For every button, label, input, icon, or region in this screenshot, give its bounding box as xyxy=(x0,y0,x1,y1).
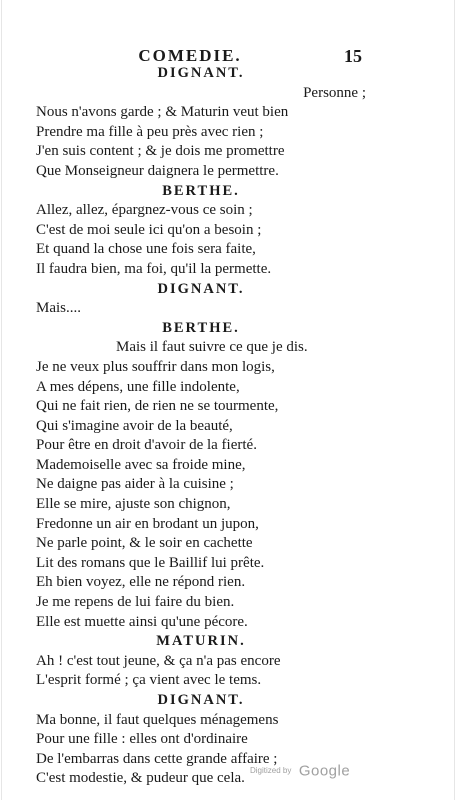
verse-line: L'esprit formé ; ça vient avec le tems. xyxy=(36,672,262,689)
verse-line: Personne ; xyxy=(303,84,366,101)
verse-line: Allez, allez, épargnez-vous ce soin ; xyxy=(36,202,253,219)
verse-line: De l'embarras dans cette grande affaire ; xyxy=(36,750,278,767)
verse-line: Elle se mire, ajuste son chignon, xyxy=(36,496,231,513)
speaker-name: DIGNANT. xyxy=(157,692,245,708)
verse-line: Je me repens de lui faire du bien. xyxy=(36,594,235,611)
speaker-name: DIGNANT. xyxy=(157,280,245,297)
verse-line: J'en suis content ; & je dois me promettre xyxy=(36,143,285,160)
page-number: 15 xyxy=(344,46,362,66)
speaker-name: MATURIN. xyxy=(156,633,246,650)
verse-line: Et quand la chose une fois sera faite, xyxy=(36,241,256,258)
speaker-name: BERTHE. xyxy=(162,319,240,336)
speaker-name: DIGNANT. xyxy=(157,65,245,81)
verse-line: Nous n'avons garde ; & Maturin veut bien xyxy=(36,104,289,121)
verse-line: Ne parle point, & le soir en cachette xyxy=(36,535,253,552)
verse-line: Pour être en droit d'avoir de la fierté. xyxy=(36,437,257,454)
play-text xyxy=(36,64,366,789)
digitized-by-label: Digitized by xyxy=(250,766,292,776)
google-logo: Google xyxy=(298,762,351,780)
verse-line: Je ne veux plus souffrir dans mon logis, xyxy=(36,358,275,375)
verse-line: Ne daigne pas aider à la cuisine ; xyxy=(36,476,234,493)
verse-line: Pour une fille : elles ont d'ordinaire xyxy=(36,731,248,748)
verse-line: Ah ! c'est tout jeune, & ça n'a pas encore xyxy=(36,652,281,669)
running-head: COMEDIE. xyxy=(138,46,242,65)
verse-line: Eh bien voyez, elle ne répond rien. xyxy=(36,574,246,591)
verse-line: Ma bonne, il faut quelques ménagemens xyxy=(36,711,279,728)
verse-line: Qui ne fait rien, de rien ne se tourmente, xyxy=(36,398,279,415)
digitized-watermark xyxy=(250,762,360,780)
verse-line: Mais il faut suivre ce que je dis. xyxy=(116,339,308,356)
verse-line: Que Monseigneur daignera le permettre. xyxy=(36,162,279,179)
page-edge-right xyxy=(454,0,455,800)
speaker-name: BERTHE. xyxy=(162,182,240,199)
verse-line: Mais.... xyxy=(36,300,81,317)
verse-line: C'est de moi seule ici qu'on a besoin ; xyxy=(36,221,262,238)
verse-line: Prendre ma fille à peu près avec rien ; xyxy=(36,123,264,140)
verse-line: Elle est muette ainsi qu'une pécore. xyxy=(36,613,248,630)
verse-line: A mes dépens, une fille indolente, xyxy=(36,378,240,395)
verse-line: Mademoiselle avec sa froide mine, xyxy=(36,456,246,473)
page-edge-left xyxy=(1,0,2,800)
verse-line: C'est modestie, & pudeur que cela. xyxy=(36,770,245,787)
verse-line: Fredonne un air en brodant un jupon, xyxy=(36,515,259,532)
verse-line: Il faudra bien, ma foi, qu'il la permette. xyxy=(36,260,272,277)
page-header xyxy=(0,46,456,66)
verse-line: Lit des romans que le Baillif lui prête. xyxy=(36,554,265,571)
verse-line: Qui s'imagine avoir de la beauté, xyxy=(36,417,233,434)
